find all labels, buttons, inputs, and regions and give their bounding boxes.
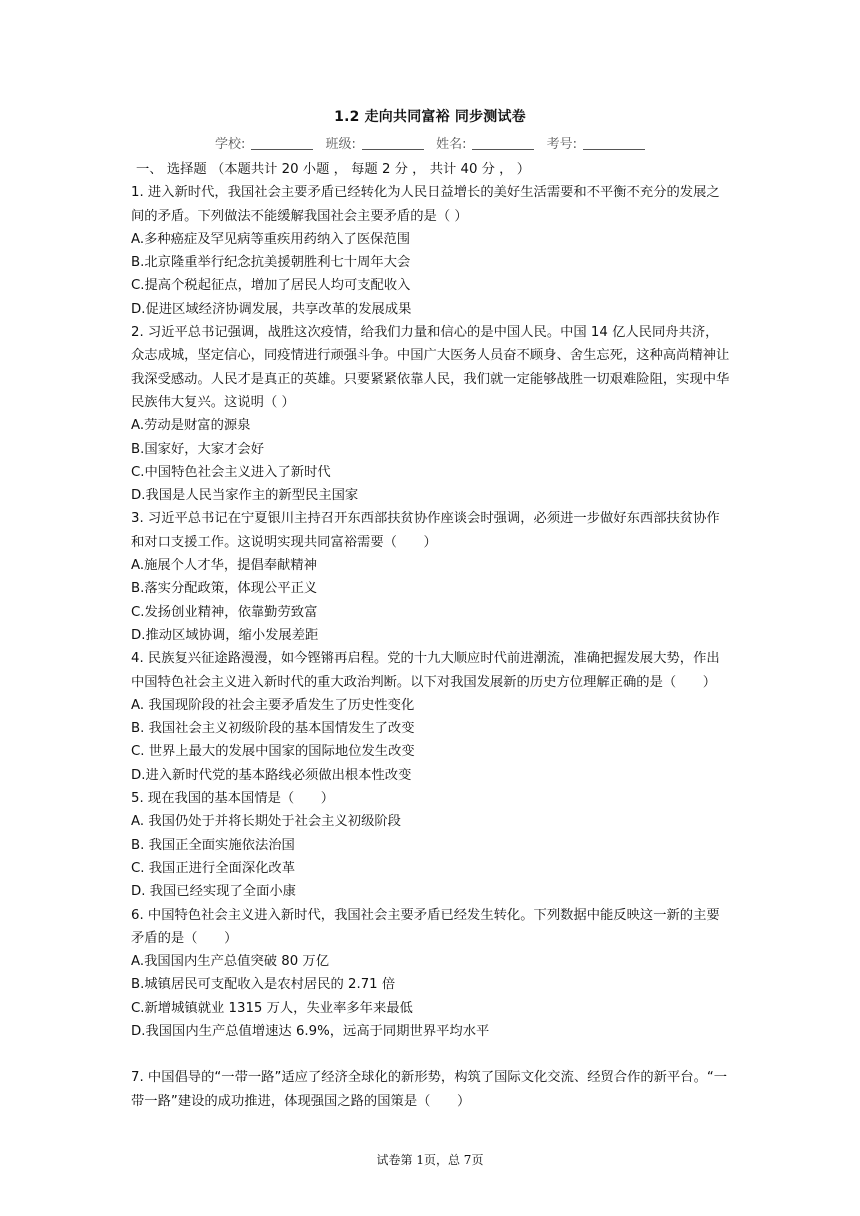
option: A.施展个人才华，提倡奉献精神 [131, 558, 317, 574]
spacer [131, 1043, 731, 1066]
question-stem: 4. 民族复兴征途路漫漫，如今铿锵再启程。党的十九大顺应时代前进潮流，准确把握发展大势，作出中国特色社会主义进入新时代的重大政治判断。以下对我国发展新的历史方位理解正确的是（ ） [131, 651, 720, 690]
option: D.我国是人民当家作主的新型民主国家 [131, 488, 359, 504]
question-stem: 5. 现在我国的基本国情是（ ） [131, 791, 335, 807]
class-blank [362, 137, 424, 150]
option: D.我国国内生产总值增速达 6.9%，远高于同期世界平均水平 [131, 1023, 490, 1039]
option: C.中国特色社会主义进入了新时代 [131, 464, 331, 480]
option: A. 我国现阶段的社会主要矛盾发生了历史性变化 [131, 697, 415, 713]
option: C.发扬创业精神，依靠勤劳致富 [131, 604, 318, 620]
name-label: 姓名: [436, 137, 467, 152]
number-blank [583, 137, 645, 150]
option: B. 我国正全面实施依法治国 [131, 837, 295, 853]
section-heading: 一、 选择题 （本题共计 20 小题 ， 每题 2 分 ， 共计 40 分 ， ） [136, 162, 531, 177]
option: A.多种癌症及罕见病等重疾用药纳入了医保范围 [131, 231, 411, 247]
option: B.落实分配政策，体现公平正义 [131, 581, 318, 597]
school-blank [251, 137, 313, 150]
option: A. 我国仍处于并将长期处于社会主义初级阶段 [131, 814, 401, 830]
question-stem: 6. 中国特色社会主义进入新时代，我国社会主要矛盾已经发生转化。下列数据中能反映这一新的主要矛盾的是（ ） [131, 907, 720, 946]
option: B.城镇居民可支配收入是农村居民的 2.71 倍 [131, 977, 396, 993]
question-stem: 3. 习近平总书记在宁夏银川主持召开东西部扶贫协作座谈会时强调，必须进一步做好东西部扶贫协作和对口支援工作。这说明实现共同富裕需要（ ） [131, 511, 720, 550]
option: B. 我国社会主义初级阶段的基本国情发生了改变 [131, 721, 415, 737]
school-label: 学校: [215, 137, 246, 152]
option: D.进入新时代党的基本路线必须做出根本性改变 [131, 767, 412, 783]
option: A.我国国内生产总值突破 80 万亿 [131, 954, 330, 970]
question-stem: 7. 中国倡导的“一带一路”适应了经济全球化的新形势，构筑了国际文化交流、经贸合作的新平台。“一带一路”建设的成功推进，体现强国之路的国策是（ ） [131, 1070, 728, 1109]
option: D. 我国已经实现了全面小康 [131, 884, 296, 900]
option: C. 世界上最大的发展中国家的国际地位发生改变 [131, 744, 415, 760]
number-label: 考号: [546, 137, 577, 152]
question-stem: 2. 习近平总书记强调，战胜这次疫情，给我们力量和信心的是中国人民。中国 14 亿人民同舟共济，众志成城，坚定信心，同疫情进行顽强斗争。中国广大医务人员奋不顾身、舍生忘死，这种高尚精神让我深受感动。人民才是真正的英雄。只要紧紧依靠人民，我们就一定能够战胜一切艰难险阻，实现中华民族伟大复兴。这说明（ ） [131, 325, 730, 410]
option: D.推动区域协调，缩小发展差距 [131, 627, 319, 643]
page-title: 1.2 走向共同富裕 同步测试卷 [334, 109, 526, 125]
option: B.北京隆重举行纪念抗美援朝胜利七十周年大会 [131, 255, 411, 271]
class-label: 班级: [325, 137, 356, 152]
option: D.促进区域经济协调发展，共享改革的发展成果 [131, 301, 412, 317]
option: C. 我国正进行全面深化改革 [131, 860, 296, 876]
option: C.新增城镇就业 1315 万人，失业率多年来最低 [131, 1000, 413, 1016]
question-list [131, 158, 731, 1113]
student-info-line [0, 133, 860, 152]
name-blank [472, 137, 534, 150]
option: B.国家好，大家才会好 [131, 441, 265, 457]
option: A.劳动是财富的源泉 [131, 418, 251, 434]
page-footer: 试卷第 1页，总 7页 [376, 1153, 484, 1167]
option: C.提高个税起征点，增加了居民人均可支配收入 [131, 278, 411, 294]
question-stem: 1. 进入新时代，我国社会主要矛盾已经转化为人民日益增长的美好生活需要和不平衡不充分的发展之间的矛盾。下列做法不能缓解我国社会主要矛盾的是（ ） [131, 185, 720, 224]
